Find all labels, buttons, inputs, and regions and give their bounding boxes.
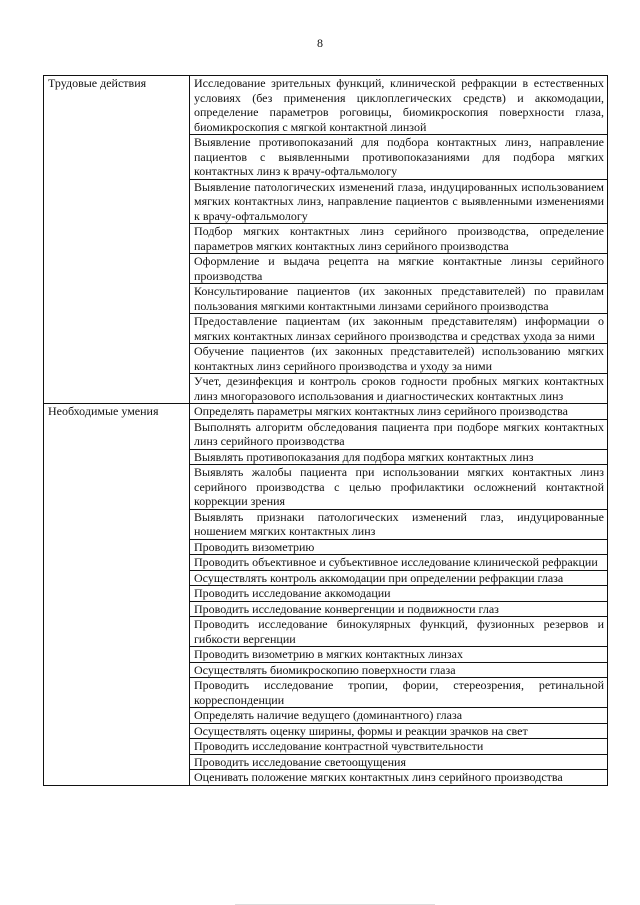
list-item: Учет, дезинфекция и контроль сроков годности пробных мягких контактных линз многоразового использования и диагностических контактных линз — [194, 374, 604, 403]
row-label-cell — [44, 76, 190, 404]
list-item: Оценивать положение мягких контактных линз серийного производства — [194, 770, 563, 784]
table-row-required-skills — [44, 404, 608, 786]
row-label: Трудовые действия — [48, 76, 147, 90]
list-item: Определять параметры мягких контактных линз серийного производства — [190, 404, 607, 420]
list-item: Выявление противопоказаний для подбора контактных линз, направление пациентов с выявленными противопоказаниями для подбора мягких контактных линз к врачу-офтальмологу — [190, 135, 607, 180]
row-items-cell — [190, 404, 608, 786]
list-item: Выявлять жалобы пациента при использовании мягких контактных линз серийного производства с целью профилактики осложнений контактной коррекции зрения — [190, 465, 607, 510]
list-item: Проводить исследование аккомодации — [190, 586, 607, 602]
table-row-labor-actions — [44, 76, 608, 404]
list-item: Проводить исследование тропии, фории, стереозрения, ретинальной корреспонденции — [190, 678, 607, 708]
list-item: Проводить исследование светоощущения — [190, 755, 607, 771]
row-label-cell — [44, 404, 190, 786]
list-item: Оформление и выдача рецепта на мягкие контактные линзы серийного производства — [190, 254, 607, 284]
list-item: Выполнять алгоритм обследования пациента при подборе мягких контактных линз серийного производства — [190, 420, 607, 450]
list-item: Выявлять признаки патологических изменений глаз, индуцированные ношением мягких контактных линз — [190, 510, 607, 540]
list-item: Проводить визометрию — [190, 540, 607, 556]
row-items-cell — [190, 76, 608, 404]
list-item: Определять наличие ведущего (доминантного) глаза — [190, 708, 607, 724]
list-item: Осуществлять контроль аккомодации при определении рефракции глаза — [190, 571, 607, 587]
list-item: Обучение пациентов (их законных представителей) использованию мягких контактных линз серийного производства и уходу за ними — [190, 344, 607, 374]
row-label: Необходимые умения — [48, 404, 159, 418]
list-item: Консультирование пациентов (их законных представителей) по правилам пользования мягкими контактными линзами серийного производства — [190, 284, 607, 314]
list-item: Проводить исследование контрастной чувствительности — [190, 739, 607, 755]
list-item: Проводить визометрию в мягких контактных линзах — [190, 647, 607, 663]
list-item: Предоставление пациентам (их законным представителям) информации о мягких контактных линзах серийного производства и средствах ухода за ними — [190, 314, 607, 344]
list-item: Исследование зрительных функций, клинической рефракции в естественных условиях (без применения циклоплегических средств) и аккомодации, определение параметров роговицы, биомикроскопия поверхности глаза, биомикроскопия с мягкой контактной линзой — [190, 76, 607, 135]
list-item: Выявлять противопоказания для подбора мягких контактных линз — [190, 450, 607, 466]
competency-table — [43, 75, 608, 786]
list-item: Проводить исследование конвергенции и подвижности глаз — [190, 602, 607, 618]
list-item: Проводить исследование бинокулярных функций, фузионных резервов и гибкости вергенции — [190, 617, 607, 647]
list-item: Осуществлять биомикроскопию поверхности глаза — [190, 663, 607, 679]
list-item: Выявление патологических изменений глаза, индуцированных использованием мягких контактных линз, направление пациентов с выявленными изменениями к врачу-офтальмологу — [190, 180, 607, 225]
list-item: Осуществлять оценку ширины, формы и реакции зрачков на свет — [190, 724, 607, 740]
list-item: Подбор мягких контактных линз серийного производства, определение параметров мягких контактных линз серийного производства — [190, 224, 607, 254]
page-number: 8 — [317, 36, 323, 50]
list-item: Проводить объективное и субъективное исследование клинической рефракции — [190, 555, 607, 571]
